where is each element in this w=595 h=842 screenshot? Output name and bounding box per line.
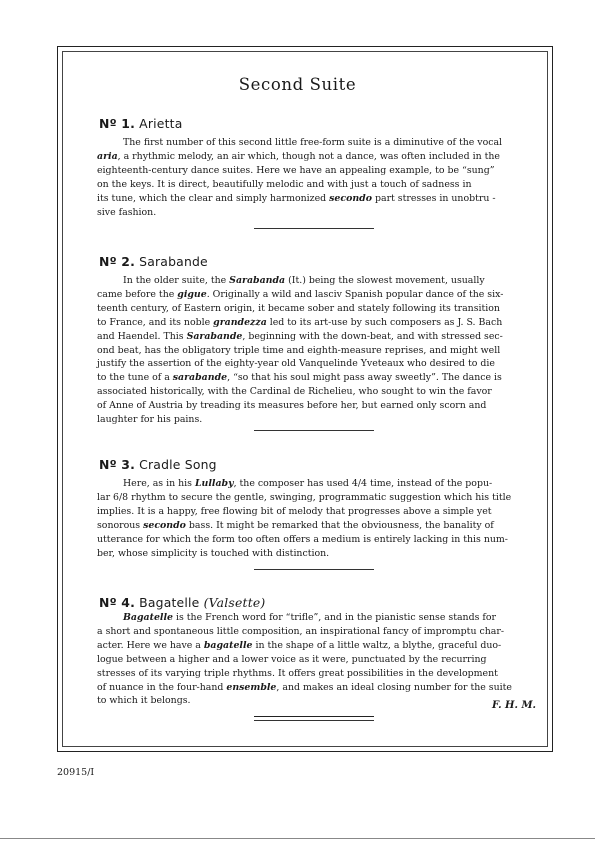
section-text-sarabande <box>97 274 530 427</box>
text-line: In the older suite, the Sarabanda (It.) being the slowest movement, usually <box>123 275 485 286</box>
italic-term: Lullaby <box>194 478 234 489</box>
section-name: Arietta <box>139 116 183 131</box>
section-divider <box>254 228 374 229</box>
italic-term: Sarabanda <box>229 275 286 286</box>
text-line: implies. It is a happy, free flowing bit of melody that progresses above a simple yet <box>97 505 492 517</box>
section-divider <box>254 430 374 431</box>
author-initials: F. H. M. <box>492 700 537 711</box>
text-line: sive fashion. <box>97 206 157 218</box>
italic-term: aria <box>97 150 118 162</box>
italic-term: Sarabande <box>186 330 243 342</box>
section-heading-arietta <box>99 116 183 131</box>
text-line: of Anne of Austria by treading its measures before her, but earned only scorn and <box>97 400 487 412</box>
section-name: Cradle Song <box>139 457 217 472</box>
section-text-arietta <box>97 136 530 219</box>
plate-number: 20915/I <box>57 767 95 778</box>
section-number: Nº 3. <box>99 457 135 472</box>
italic-term: bagatelle <box>203 639 253 651</box>
text-line: to the tune of a sarabande, “so that his soul might pass away sweetly”. The dance is <box>97 372 502 384</box>
text-line: utterance for which the form too often offers a medium is entirely lacking in this num- <box>97 533 508 545</box>
text-line: acter. Here we have a bagatelle in the shape of a little waltz, a blythe, graceful duo- <box>97 639 502 651</box>
section-name: Bagatelle <box>139 595 200 610</box>
section-name: Sarabande <box>139 254 208 269</box>
text-line: of nuance in the four-hand ensemble, and makes an ideal closing number for the suite <box>97 681 512 693</box>
italic-term: grandezza <box>213 316 267 328</box>
italic-term: secondo <box>143 519 186 531</box>
italic-term: gigue <box>177 288 207 300</box>
section-heading-cradle-song <box>99 457 217 472</box>
section-divider <box>254 569 374 570</box>
section-number: Nº 1. <box>99 116 135 131</box>
italic-term: Bagatelle <box>123 612 174 623</box>
section-text-cradle-song <box>97 477 530 560</box>
text-line: associated historically, with the Cardinal de Richelieu, who sought to win the favor <box>97 386 492 398</box>
text-line: logue between a higher and a lower voice as it were, punctuated by the recurring <box>97 653 487 665</box>
text-line: justify the assertion of the eighty-year old Vanquelinde Yveteaux who desired to die <box>97 358 495 370</box>
text-line: came before the gigue. Originally a wild and lasciv Spanish popular dance of the six- <box>97 288 504 300</box>
text-line: eighteenth-century dance suites. Here we have an appealing example, to be “sung” <box>97 164 495 176</box>
text-line: sonorous secondo bass. It might be remarked that the obviousness, the banality of <box>97 519 494 531</box>
text-line: its tune, which the clear and simply harmonized secondo part stresses in unobtru - <box>97 192 496 204</box>
italic-term: sarabande <box>172 372 228 384</box>
text-line: to which it belongs. <box>97 695 191 707</box>
text-line: on the keys. It is direct, beautifully melodic and with just a touch of sadness in <box>97 178 472 190</box>
text-line: Bagatelle is the French word for “trifle”, and in the pianistic sense stands for <box>123 612 496 623</box>
text-line: lar 6/8 rhythm to secure the gentle, swinging, programmatic suggestion which his title <box>97 491 512 503</box>
text-line: The first number of this second little free-form suite is a diminutive of the vocal <box>123 137 503 148</box>
page-edge-line <box>0 838 595 839</box>
section-subtitle: (Valsette) <box>203 595 266 610</box>
text-line: to France, and its noble grandezza led to its art-use by such composers as J. S. Bach <box>97 316 503 328</box>
section-number: Nº 2. <box>99 254 135 269</box>
section-number: Nº 4. <box>99 595 135 610</box>
text-line: aria, a rhythmic melody, an air which, though not a dance, was often included in the <box>97 150 500 162</box>
section-heading-bagatelle <box>99 595 265 610</box>
text-line: stresses of its varying triple rhythms. It offers great possibilities in the development <box>97 667 498 679</box>
italic-term: secondo <box>329 192 372 204</box>
page-title: Second Suite <box>238 75 357 94</box>
text-line: teenth century, of Eastern origin, it became sober and stately following its transition <box>97 302 500 314</box>
italic-term: ensemble <box>226 681 277 693</box>
text-line: and Haendel. This Sarabande, beginning with the down-beat, and with stressed sec- <box>97 330 503 342</box>
text-line: ber, whose simplicity is touched with distinction. <box>97 547 330 559</box>
text-line: laughter for his pains. <box>97 414 203 426</box>
section-heading-sarabande <box>99 254 208 269</box>
section-text-bagatelle <box>97 611 530 708</box>
text-line: a short and spontaneous little composition, an inspirational fancy of impromptu char- <box>97 625 504 637</box>
text-line: ond beat, has the obligatory triple time and eighth-measure reprises, and might well <box>97 344 501 356</box>
text-line: Here, as in his Lullaby, the composer has used 4/4 time, instead of the popu- <box>123 478 493 489</box>
closing-divider <box>254 716 374 721</box>
